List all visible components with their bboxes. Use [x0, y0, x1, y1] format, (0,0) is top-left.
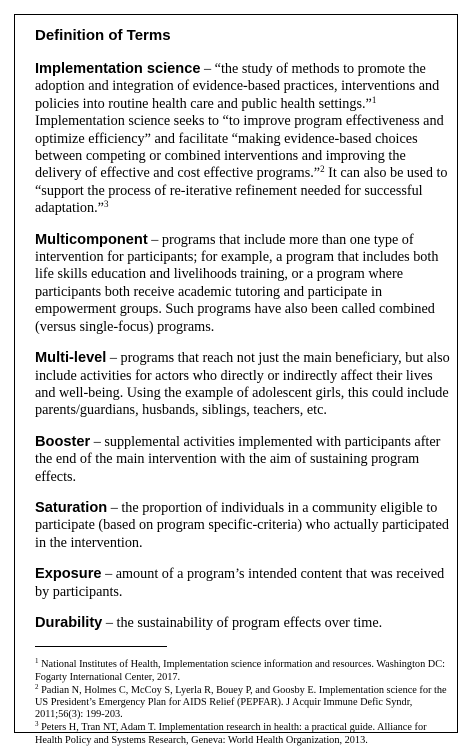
term-definition: programs that include more than one type of intervention for participants; for example, a program that includes both life skills education and livelihoods training, or a program where participants both receive academic tutoring and participate in empowerment groups. Such programs have also been called combined (versus single-focus) programs.: [35, 231, 439, 335]
term-dash: –: [200, 61, 215, 77]
footnote-ref: 2: [320, 164, 325, 175]
footnote-text: Padian N, Holmes C, McCoy S, Lyerla R, Bouey P, and Goosby E. Implementation science for the US President’s Emergency Plan for AIDS Relief (PEPFAR). J Acquir Immune Defic Syndr, 2011;56(3): 199-203.: [35, 684, 447, 721]
document-frame: [14, 14, 458, 746]
term-definition: amount of a program’s intended content that was received by participants.: [35, 566, 445, 600]
term-definition: It can also be used to “support the process of re-iterative refinement needed for successful adaptation.”: [35, 165, 448, 217]
document-content: [35, 27, 451, 748]
footnote-text: National Institutes of Health, Implementation science information and resources. Washington DC: Fogarty International Center, 2017.: [35, 659, 445, 683]
term-durability: [35, 615, 451, 632]
footnote-1: [35, 659, 451, 683]
footnote-number: 2: [35, 682, 39, 691]
footnote-2: [35, 682, 451, 722]
term-definition: programs that reach not just the main beneficiary, but also include activities for actors who directly or indirectly affect their lives and well-being. Using the example of adolescent girls, this could include parents/guardians, husbands, siblings, teachers, etc.: [35, 350, 450, 419]
term-dash: –: [106, 350, 121, 367]
term-dash: –: [90, 433, 105, 450]
term-dash: –: [102, 614, 117, 631]
footnote-number: 3: [35, 720, 39, 729]
term-name: Durability: [35, 614, 103, 631]
term-dash: –: [147, 231, 162, 248]
footnote-divider: [35, 646, 167, 647]
footnote-ref: 3: [103, 199, 109, 210]
term-multicomponent: [35, 232, 451, 336]
term-name: Saturation: [35, 499, 108, 516]
term-definition: “the study of methods to promote the adoption and integration of evidence-based practices, interventions and policies into routine health care and public health settings.”: [35, 61, 440, 112]
footnote-3: [35, 722, 451, 746]
term-name: Exposure: [35, 566, 102, 583]
term-implementation-science: [35, 61, 451, 218]
term-dash: –: [101, 566, 116, 583]
page-title: Definition of Terms: [35, 27, 171, 44]
term-definition: Implementation science seeks to “to improve program effectiveness and optimize efficiency” and facilitate “making evidence-based choices between competing or combined interventions and improving the delivery of effective and cost effective programs.”: [35, 113, 444, 182]
term-definition: the proportion of individuals in a community eligible to participate (based on program specific-criteria) who actually participated in the intervention.: [35, 499, 450, 551]
term-exposure: [35, 566, 451, 601]
footnote-text: Peters H, Tran NT, Adam T. Implementation research in health: a practical guide. Alliance for Health Policy and Systems Research, Geneva: World Health Organization, 2013.: [35, 722, 427, 746]
term-name: Implementation science: [35, 61, 201, 77]
term-name: Booster: [35, 433, 91, 450]
footnote-ref: 1: [371, 94, 377, 105]
term-definition: the sustainability of program effects over time.: [116, 614, 383, 631]
footnote-number: 1: [35, 657, 39, 666]
term-booster: [35, 434, 451, 486]
term-multi-level: [35, 350, 451, 420]
term-name: Multicomponent: [35, 231, 148, 248]
term-saturation: [35, 500, 451, 552]
term-dash: –: [107, 499, 122, 516]
term-name: Multi-level: [35, 350, 107, 367]
term-definition: supplemental activities implemented with participants after the end of the main intervention with the aim of sustaining program effects.: [35, 433, 441, 485]
